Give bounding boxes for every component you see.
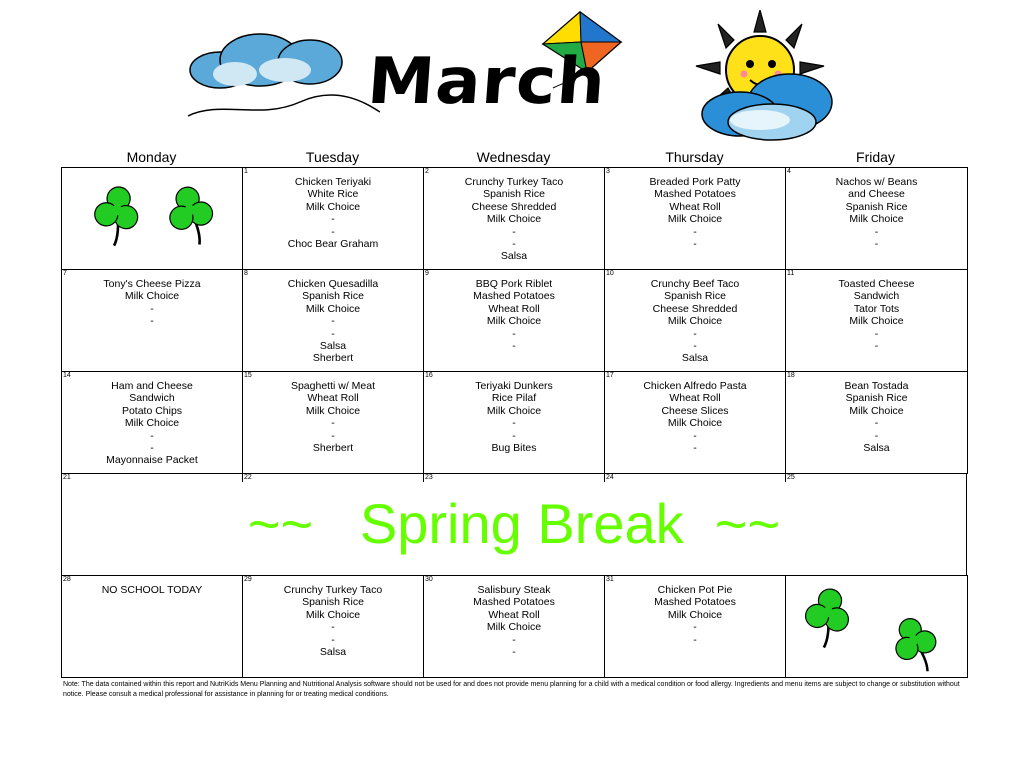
day-cell: [423, 575, 605, 678]
menu-list: [62, 278, 242, 328]
menu-item: Salsa: [863, 442, 890, 455]
calendar-grid: [61, 167, 967, 677]
menu-item: Milk Choice: [305, 404, 361, 417]
sun-cloud-icon: [690, 10, 840, 145]
menu-list: [605, 278, 785, 365]
menu-item: -: [331, 429, 335, 442]
menu-list: [786, 176, 967, 250]
day-cell: [604, 167, 786, 270]
menu-item: Milk Choice: [124, 417, 180, 430]
menu-item: -: [512, 225, 516, 238]
menu-item: -: [693, 621, 697, 634]
day-cell: [423, 167, 605, 270]
menu-list: [605, 176, 785, 250]
menu-item: Milk Choice: [486, 404, 542, 417]
menu-list: [605, 584, 785, 646]
day-cell: [61, 371, 243, 474]
menu-item: -: [331, 417, 335, 430]
calendar-header: [0, 0, 1016, 150]
day-cell: [423, 269, 605, 372]
menu-item: -: [150, 315, 154, 328]
menu-list: [786, 380, 967, 454]
menu-item: -: [512, 327, 516, 340]
menu-list: [605, 380, 785, 454]
menu-item: White Rice: [307, 188, 359, 201]
menu-item: Tony's Cheese Pizza: [103, 278, 201, 290]
menu-item: Milk Choice: [849, 404, 904, 417]
menu-list: [424, 278, 604, 352]
day-number: 1: [244, 168, 248, 175]
day-number: 29: [244, 576, 252, 583]
menu-item: -: [331, 621, 335, 634]
day-cell: [785, 269, 968, 372]
menu-item: Spanish Rice: [664, 290, 726, 303]
menu-item: Wheat Roll: [669, 200, 721, 213]
day-divider: [242, 474, 243, 482]
spring-break-row: [61, 473, 967, 576]
day-cell: [61, 575, 243, 678]
menu-item: Milk Choice: [305, 608, 361, 621]
menu-item: -: [331, 327, 335, 340]
menu-item: Milk Choice: [667, 608, 723, 621]
menu-item: Rice Pilaf: [491, 392, 537, 405]
day-number: 22: [244, 474, 252, 481]
menu-item: Sherbert: [312, 442, 354, 455]
menu-item: Spanish Rice: [483, 188, 545, 201]
menu-item: and Cheese: [848, 188, 905, 201]
day-cell: [604, 269, 786, 372]
menu-item: Sandwich: [853, 290, 900, 303]
menu-item: -: [512, 429, 516, 442]
menu-item: Spaghetti w/ Meat: [290, 380, 376, 392]
menu-item: -: [331, 633, 335, 646]
menu-item: Mashed Potatoes: [654, 596, 736, 609]
menu-item: Wheat Roll: [307, 392, 359, 405]
menu-item: Crunchy Beef Taco: [650, 278, 740, 290]
menu-list: [424, 584, 604, 658]
menu-list: [243, 176, 423, 250]
menu-item: Cheese Shredded: [471, 200, 557, 213]
menu-item: Milk Choice: [667, 315, 723, 328]
menu-item: Wheat Roll: [488, 302, 540, 315]
day-cell: [61, 167, 243, 270]
menu-item: Milk Choice: [486, 213, 542, 226]
menu-item: -: [150, 429, 154, 442]
weekday-monday: Monday: [126, 149, 177, 165]
day-cell: [785, 371, 968, 474]
menu-item: -: [693, 442, 697, 455]
menu-item: Tator Tots: [853, 302, 900, 315]
menu-item: -: [693, 225, 697, 238]
menu-item: Wheat Roll: [488, 608, 540, 621]
menu-list: [243, 584, 423, 658]
menu-item: Spanish Rice: [302, 290, 364, 303]
menu-item: Bean Tostada: [844, 380, 909, 392]
day-number: 14: [63, 372, 71, 379]
menu-list: [424, 176, 604, 263]
menu-list: [243, 278, 423, 365]
weekday-wednesday: Wednesday: [476, 149, 551, 165]
day-cell: [785, 575, 968, 678]
day-number: 16: [425, 372, 433, 379]
menu-item: -: [874, 225, 879, 238]
menu-item: Mashed Potatoes: [473, 596, 555, 609]
menu-item: Nachos w/ Beans: [835, 176, 918, 188]
menu-item: -: [874, 417, 879, 430]
menu-item: Chicken Teriyaki: [294, 176, 372, 188]
menu-item: Milk Choice: [305, 200, 361, 213]
menu-item: -: [693, 238, 697, 251]
menu-item: -: [693, 340, 697, 353]
menu-item: Mashed Potatoes: [654, 188, 736, 201]
menu-item: -: [512, 646, 516, 659]
menu-item: Milk Choice: [849, 315, 904, 328]
menu-item: Milk Choice: [486, 315, 542, 328]
menu-item: -: [693, 327, 697, 340]
menu-item: Crunchy Turkey Taco: [283, 584, 383, 596]
menu-item: Toasted Cheese: [838, 278, 915, 290]
day-number: 24: [606, 474, 614, 481]
menu-list: [786, 278, 967, 352]
day-number: 28: [63, 576, 71, 583]
day-number: 15: [244, 372, 252, 379]
day-number: 9: [425, 270, 429, 277]
day-number: 30: [425, 576, 433, 583]
menu-item: -: [512, 417, 516, 430]
weekday-header-row: [61, 149, 967, 167]
day-number: 7: [63, 270, 67, 277]
day-cell: [785, 167, 968, 270]
menu-item: -: [874, 340, 879, 353]
menu-item: -: [512, 238, 516, 251]
menu-item: -: [150, 442, 154, 455]
menu-item: Spanish Rice: [845, 200, 908, 213]
menu-item: -: [874, 327, 879, 340]
spring-break-banner: ~~ Spring Break ~~: [247, 492, 781, 555]
weekday-thursday: Thursday: [665, 149, 724, 165]
day-number: 3: [606, 168, 610, 175]
menu-item: NO SCHOOL TODAY: [101, 584, 203, 596]
menu-item: Salsa: [500, 250, 528, 263]
menu-item: Chicken Alfredo Pasta: [643, 380, 747, 392]
disclaimer-note: Note: The data contained within this report and NutriKids Menu Planning and Nutritional Analysis software should not be used for and does not provide menu planning for a child with a medical condition or food allergy. Ingredients and menu items are subject to change or substitution without notice. Please consult a medical professional for assistance in planning for or treating medical conditions.: [63, 681, 960, 698]
day-number: 4: [787, 168, 791, 175]
menu-item: Mashed Potatoes: [473, 290, 555, 303]
menu-item: Milk Choice: [667, 417, 723, 430]
day-cell: [242, 167, 424, 270]
menu-item: Salsa: [319, 340, 347, 353]
day-cell: [242, 269, 424, 372]
day-cell: [242, 575, 424, 678]
menu-item: -: [874, 238, 879, 251]
menu-list: [243, 380, 423, 454]
day-number: 23: [425, 474, 433, 481]
weekday-friday: Friday: [856, 149, 895, 165]
menu-item: Sandwich: [129, 392, 175, 405]
day-cell: [423, 371, 605, 474]
menu-item: Salsa: [319, 646, 347, 659]
day-number: 10: [606, 270, 614, 277]
menu-item: Bug Bites: [491, 442, 537, 455]
menu-list: [62, 584, 242, 596]
menu-item: -: [150, 302, 154, 315]
menu-item: Milk Choice: [667, 213, 723, 226]
menu-list: [62, 380, 242, 467]
menu-item: Chicken Quesadilla: [287, 278, 379, 290]
day-number: 8: [244, 270, 248, 277]
menu-item: -: [693, 429, 697, 442]
menu-item: Teriyaki Dunkers: [475, 380, 553, 392]
page-title: March: [364, 45, 609, 119]
cloud-left-icon: [180, 20, 380, 130]
menu-item: -: [331, 315, 335, 328]
menu-item: Spanish Rice: [845, 392, 908, 405]
menu-item: Milk Choice: [486, 621, 542, 634]
day-number: 2: [425, 168, 429, 175]
day-number: 11: [787, 270, 795, 277]
day-divider: [604, 474, 605, 482]
menu-item: -: [512, 340, 516, 353]
day-divider: [785, 474, 786, 482]
menu-list: [424, 380, 604, 454]
day-cell: [604, 575, 786, 678]
menu-item: -: [331, 213, 335, 226]
menu-item: Crunchy Turkey Taco: [464, 176, 564, 188]
menu-item: -: [874, 429, 879, 442]
day-number: 17: [606, 372, 614, 379]
menu-item: Milk Choice: [124, 290, 180, 303]
day-cell: [242, 371, 424, 474]
day-number: 25: [787, 474, 795, 481]
day-cell: [604, 371, 786, 474]
menu-item: -: [512, 633, 516, 646]
menu-item: Chicken Pot Pie: [657, 584, 733, 596]
menu-item: Ham and Cheese: [111, 380, 193, 392]
menu-item: -: [331, 225, 335, 238]
menu-item: Milk Choice: [305, 302, 361, 315]
day-number: 31: [606, 576, 614, 583]
menu-item: Salisbury Steak: [477, 584, 551, 596]
menu-item: Wheat Roll: [669, 392, 721, 405]
shamrock-icon: [786, 576, 967, 677]
menu-item: Cheese Shredded: [652, 302, 738, 315]
menu-item: Sherbert: [312, 352, 354, 365]
day-number: 21: [63, 474, 71, 481]
menu-item: Salsa: [681, 352, 709, 365]
menu-item: -: [693, 633, 697, 646]
menu-item: Breaded Pork Patty: [649, 176, 741, 188]
day-cell: [61, 269, 243, 372]
shamrock-icon: [62, 168, 242, 269]
menu-item: Potato Chips: [121, 404, 183, 417]
menu-item: Mayonnaise Packet: [106, 454, 198, 467]
menu-item: Spanish Rice: [302, 596, 364, 609]
menu-item: Milk Choice: [849, 213, 904, 226]
weekday-tuesday: Tuesday: [305, 149, 360, 165]
day-divider: [423, 474, 424, 482]
day-number: 18: [787, 372, 795, 379]
menu-item: Cheese Slices: [661, 404, 729, 417]
menu-item: Choc Bear Graham: [287, 238, 379, 251]
menu-item: BBQ Pork Riblet: [475, 278, 553, 290]
